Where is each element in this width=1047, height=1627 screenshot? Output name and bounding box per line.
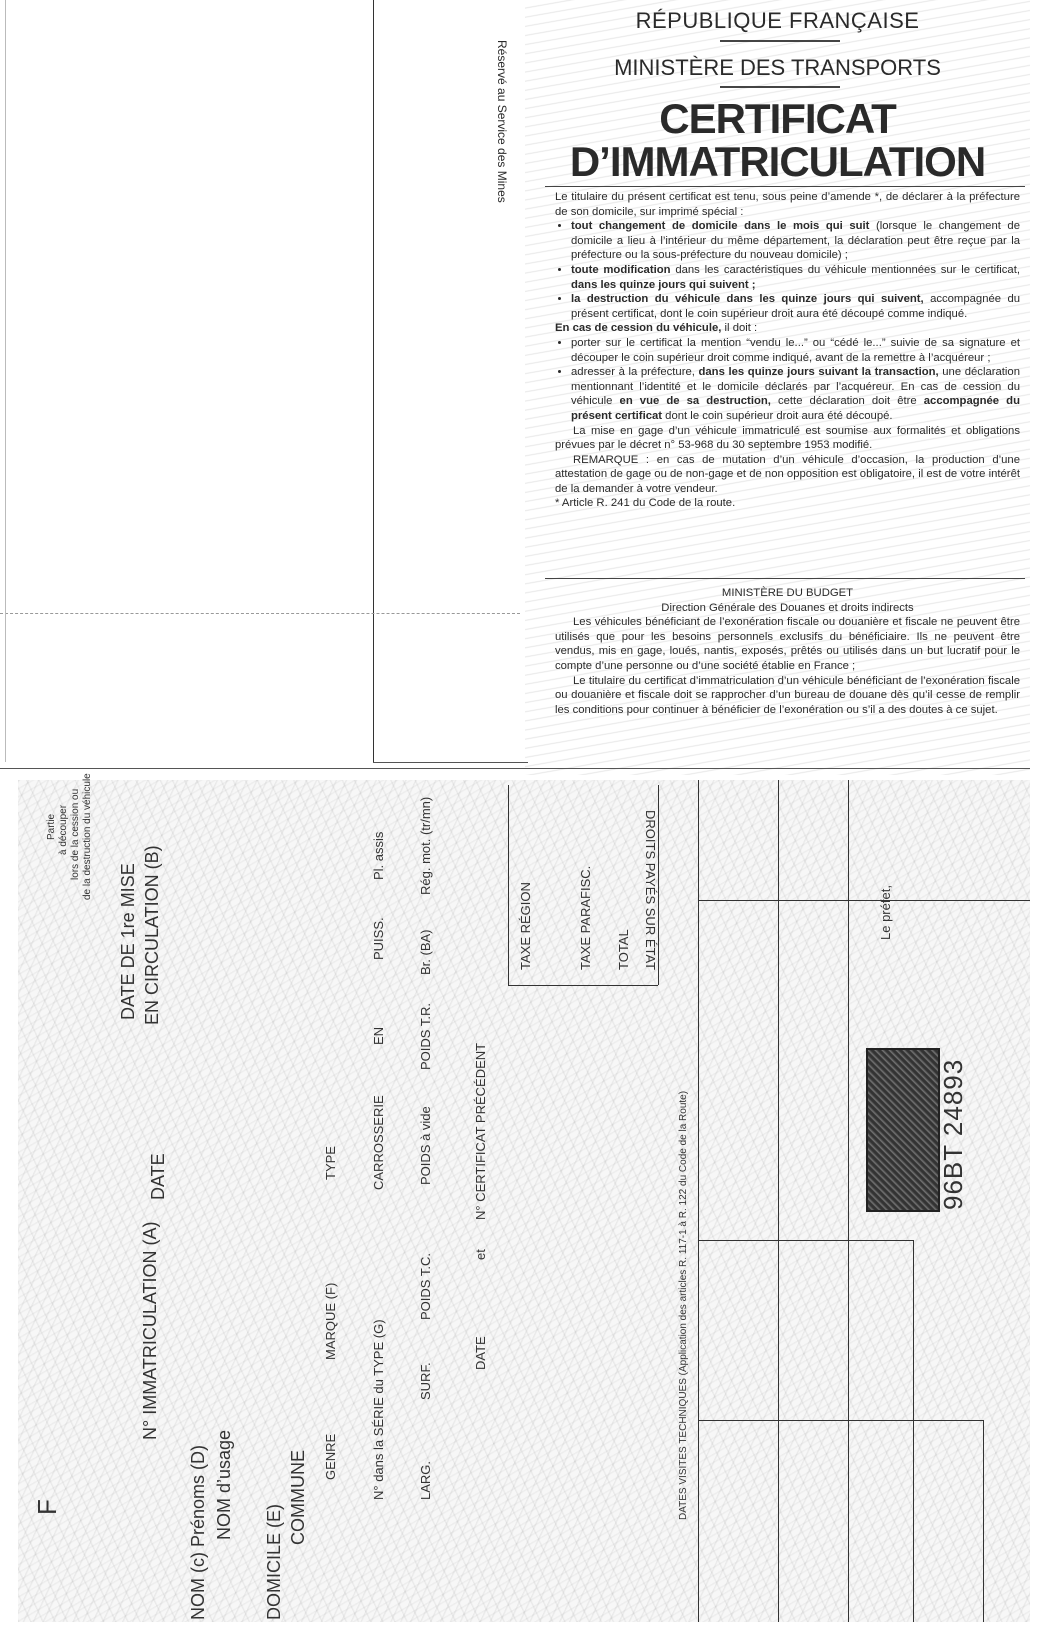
- label-pl-assis: Pl. assis: [371, 831, 386, 880]
- fold-line-left: [373, 0, 374, 762]
- certificate-header-panel: [525, 0, 1030, 775]
- label-date-2: DATE: [473, 1336, 488, 1370]
- cession-list: [555, 336, 1020, 424]
- label-genre: GENRE: [323, 1433, 338, 1480]
- form-line: [698, 780, 699, 1622]
- registration-form: [18, 773, 1030, 1622]
- label-domicile: DOMICILE (E): [264, 1503, 284, 1620]
- fold-line-mid-top: [373, 762, 528, 763]
- remarque-text: REMARQUE : en cas de mutation d’un véhicule d’occasion, la production d’une attestation de gage ou de non-gage et de non opposition est obligatoire, il est de votre intérêt de la demander à votre vendeur.: [555, 453, 1020, 495]
- form-line: [698, 900, 1030, 901]
- label-taxe-parafisc: TAXE PARAFISC.: [578, 865, 593, 970]
- corner-note: de la destruction du véhicule: [82, 773, 93, 900]
- ministry-title: MINISTÈRE DES TRANSPORTS: [614, 55, 941, 80]
- label-droits-payes: DROITS PAYÉS SUR ÉTAT: [643, 810, 658, 971]
- label-poids-tc: POIDS T.C.: [418, 1253, 433, 1320]
- form-line: [778, 780, 779, 1622]
- label-n-serie: N° dans la SÉRIE du TYPE (G): [371, 1319, 386, 1500]
- budget-ministry: MINISTÈRE DU BUDGET: [721, 587, 854, 599]
- label-date-mise: DATE DE 1re MISE: [118, 863, 138, 1020]
- label-reg-mot: Rég. mot. (tr/mn): [418, 796, 433, 895]
- form-line: [658, 785, 659, 985]
- label-puiss: PUISS.: [371, 917, 386, 960]
- divider: [545, 186, 1025, 187]
- certificate-title-line1: CERTIFICAT: [659, 95, 896, 142]
- notice-item: • toute modification dans les caractéristiques du véhicule mentionnées sur le certificat, dans les quinze jours qui suivent ;: [571, 263, 1020, 292]
- cut-line-top-left: [0, 613, 520, 614]
- label-poids-vide: POIDS à vide: [418, 1106, 433, 1185]
- label-surf: SURF.: [418, 1362, 433, 1400]
- republic-title: RÉPUBLIQUE FRANÇAISE: [635, 8, 920, 33]
- notice-intro: Le titulaire du présent certificat est tenu, sous peine d’amende *, de déclarer à la préfecture de son domicile, sur imprimé spécial :: [555, 191, 1020, 218]
- label-carrosserie: CARROSSERIE: [371, 1095, 386, 1190]
- label-nom: NOM (c) Prénoms (D): [188, 1445, 208, 1620]
- cession-heading: En cas de cession du véhicule, il doit :: [555, 322, 758, 335]
- label-et: et: [473, 1249, 488, 1260]
- label-poids-tr: POIDS T.R.: [418, 1003, 433, 1070]
- notice-item: • tout changement de domicile dans le mois qui suit (lorsque le changement de domicile a lieu à l’intérieur du même département, la déclaration peut être reçue par la préfecture ou la sous-préfecture du nouveau domicile) ;: [571, 219, 1020, 263]
- notice-text: [555, 190, 1020, 511]
- serial-number: 96BT 24893: [938, 1058, 968, 1210]
- divider: [545, 578, 1025, 579]
- notice-item: • porter sur le certificat la mention “vendu le...” ou “cédé le...” suivie de sa signature et découper le coin supérieur droit comme indiqué, avant de la remettre à l’acquéreur ;: [571, 336, 1020, 365]
- form-line: [508, 985, 658, 986]
- label-taxe-region: TAXE RÉGION: [518, 882, 533, 970]
- label-marque: MARQUE (F): [323, 1282, 338, 1360]
- form-line: [983, 1420, 984, 1622]
- budget-section: [555, 586, 1020, 717]
- label-commune: COMMUNE: [288, 1450, 308, 1545]
- letter-f-mark: F: [32, 1499, 62, 1515]
- form-line: [698, 1240, 913, 1241]
- notice-list: [555, 219, 1020, 321]
- label-larg: LARG.: [418, 1460, 433, 1500]
- label-total: TOTAL: [616, 929, 631, 970]
- corner-note: lors de la cession ou: [70, 788, 81, 880]
- form-line: [913, 1240, 914, 1622]
- divider: [720, 40, 840, 42]
- label-dates-visites: DATES VISITES TECHNIQUES (Application des articles R. 117-1 à R. 122 du Code de la Route): [678, 1090, 689, 1520]
- label-nom-usage: NOM d’usage: [214, 1429, 234, 1540]
- form-line: [698, 1420, 983, 1421]
- budget-para1: Les véhicules bénéficiant de l’exonération fiscale ou douanière et fiscale ne peuvent être utilisés que pour les besoins personnels exclusifs du bénéficiaire. Ils ne peuvent être vendus, mis en gage, loués, nantis, exposés, prêtés ou utilisés dans un but lucratif pour le compte d’une personne ou d’une société établie en France ;: [555, 616, 1020, 672]
- notice-item: • adresser à la préfecture, dans les quinze jours suivant la transaction, une déclaration mentionnant l’identité et le domicile déclarés par l’acquéreur. En cas de cession du véhicule en vue de sa destruction, cette déclaration doit être accompagnée du présent certificat dont le coin supérieur droit aura été découpé.: [571, 365, 1020, 423]
- divider: [720, 86, 840, 88]
- form-line: [508, 785, 509, 985]
- budget-direction: Direction Générale des Douanes et droits indirects: [661, 601, 914, 614]
- fold-line-edge: [5, 0, 6, 762]
- gage-text: La mise en gage d’un véhicule immatriculé est soumise aux formalités et obligations prévues par le décret n° 53-968 du 30 septembre 1953 modifié.: [555, 424, 1020, 452]
- label-date: DATE: [148, 1153, 168, 1200]
- label-n-certificat-precedent: N° CERTIFICAT PRÉCÉDENT: [473, 1042, 488, 1220]
- notice-item: • la destruction du véhicule dans les quinze jours qui suivent, accompagnée du présent certificat, dont le coin supérieur droit aura été découpé comme indiqué.: [571, 292, 1020, 321]
- corner-note: à découper: [58, 804, 69, 855]
- corner-note: Partie: [46, 813, 57, 840]
- fiscal-stamp-image: [866, 1048, 940, 1212]
- footnote: * Article R. 241 du Code de la route.: [555, 497, 736, 510]
- label-n-immatriculation: N° IMMATRICULATION (A): [140, 1221, 160, 1440]
- certificate-title-line2: D’IMMATRICULATION: [569, 138, 986, 185]
- label-le-prefet: Le préfet,: [878, 885, 893, 940]
- label-type: TYPE: [323, 1146, 338, 1180]
- form-line: [848, 780, 849, 1622]
- budget-para2: Le titulaire du certificat d’immatriculation d’un véhicule bénéficiant de l’exonération fiscale ou douanière et fiscale doit se rapprocher d’un bureau de douane dès qu’il cesse de remplir les conditions pour continuer à bénéficier de l’exonération ou s’il a des doutes à ce sujet.: [555, 674, 1020, 716]
- label-br: Br. (BA): [418, 929, 433, 975]
- fold-line-middle: [0, 768, 1030, 769]
- reserve-service-mines: Réservé au Service des Mines: [495, 40, 509, 203]
- label-en: EN: [371, 1026, 386, 1045]
- label-en-circulation: EN CIRCULATION (B): [142, 845, 162, 1025]
